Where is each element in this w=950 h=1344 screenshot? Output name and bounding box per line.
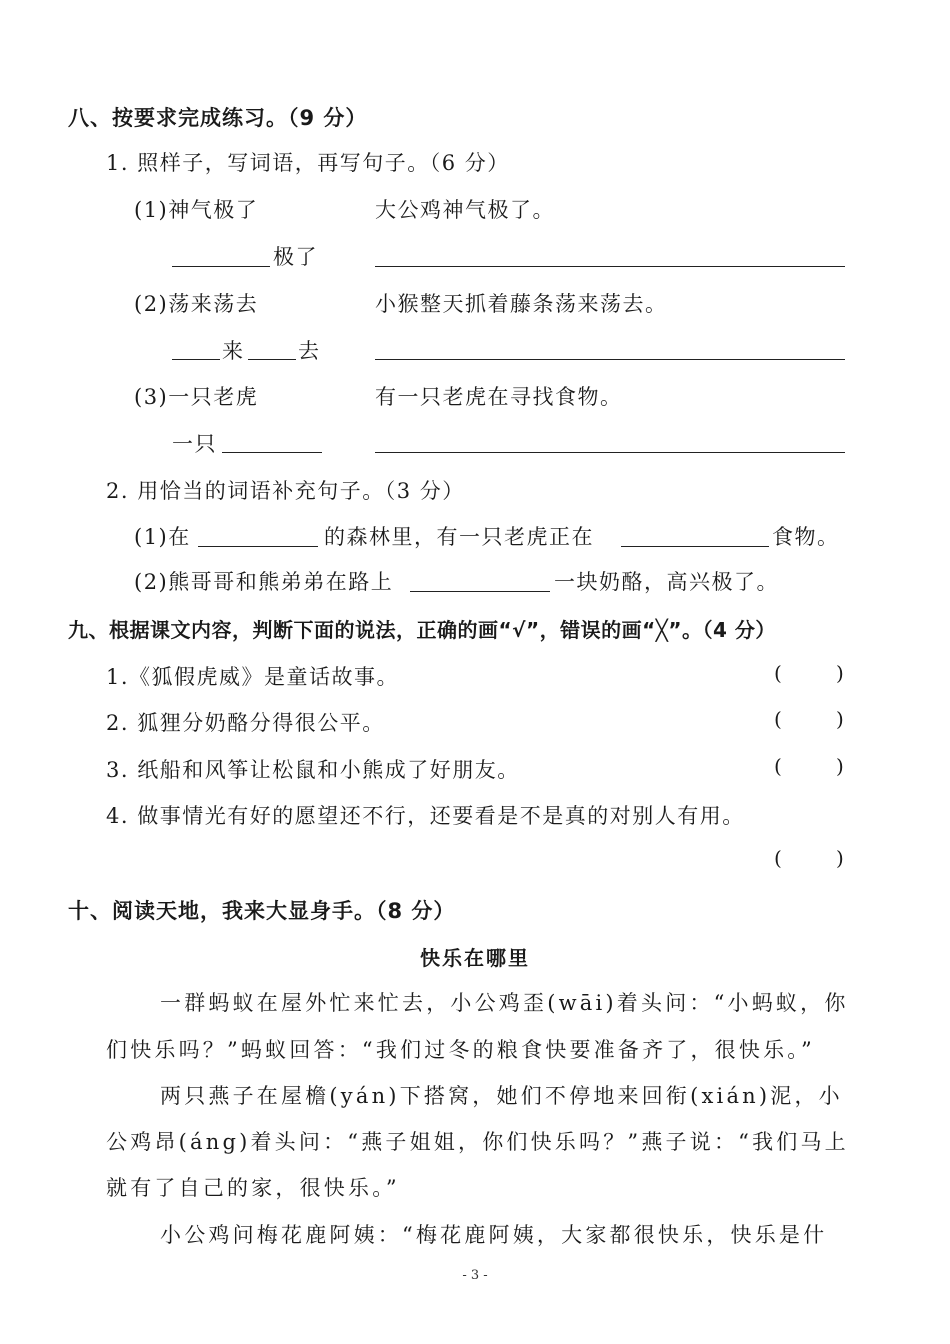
q2-s1-blank2[interactable]: [621, 546, 769, 547]
q1-item2-blank-b[interactable]: [248, 359, 296, 360]
q1-item3-example: 有一只老虎在寻找食物。: [375, 385, 623, 409]
judge-paren-4-right[interactable]: ): [836, 846, 844, 870]
q2-s2-b: 一块奶酪，高兴极了。: [554, 570, 779, 594]
judge-item-4: 4. 做事情光有好的愿望还不行，还要看是不是真的对别人有用。: [106, 804, 745, 828]
q1-item2-mid: 来: [222, 339, 245, 363]
judge-item-3: 3. 纸船和风筝让松鼠和小熊成了好朋友。: [106, 758, 520, 782]
q2-s2-blank[interactable]: [410, 591, 550, 592]
q2-s2-a: (2)熊哥哥和熊弟弟在路上: [134, 570, 394, 594]
section-9-heading: 九、根据课文内容，判断下面的说法，正确的画“√”，错误的画“╳”。（4 分）: [68, 618, 776, 642]
judge-paren-1-right[interactable]: ): [836, 661, 844, 685]
q1-item2-sentence-blank[interactable]: [375, 359, 845, 360]
q1-item2-blank-a[interactable]: [172, 359, 220, 360]
judge-paren-3-right[interactable]: ): [836, 754, 844, 778]
passage-title: 快乐在哪里: [420, 946, 530, 970]
q1-item2-label: (2)荡来荡去: [134, 292, 259, 316]
judge-paren-2-left[interactable]: (: [774, 707, 782, 731]
q1-item3-sentence-blank[interactable]: [375, 452, 845, 453]
q1-item1-word-blank[interactable]: [172, 266, 270, 267]
section-10-heading: 十、阅读天地，我来大显身手。（8 分）: [68, 899, 456, 923]
q1-item1-sentence-blank[interactable]: [375, 266, 845, 267]
q2-s1-a: (1)在: [134, 525, 191, 549]
passage-line-3: 两只燕子在屋檐(yán)下搭窝，她们不停地来回衔(xián)泥，小: [160, 1084, 843, 1108]
q1-item2-end: 去: [298, 339, 321, 363]
passage-line-5: 就有了自己的家，很快乐。”: [106, 1176, 400, 1200]
judge-item-1: 1.《狐假虎威》是童话故事。: [106, 665, 400, 689]
q2-s1-blank1[interactable]: [198, 546, 318, 547]
q1-item2-example: 小猴整天抓着藤条荡来荡去。: [375, 292, 668, 316]
judge-paren-3-left[interactable]: (: [774, 754, 782, 778]
q1-item3-word-blank[interactable]: [222, 452, 322, 453]
passage-line-2: 们快乐吗？”蚂蚁回答：“我们过冬的粮食快要准备齐了，很快乐。”: [106, 1038, 815, 1062]
q1-item3-prefix: 一只: [172, 432, 217, 456]
q1-item3-label: (3)一只老虎: [134, 385, 259, 409]
page-number: - 3 -: [462, 1268, 488, 1283]
q2-title: 2. 用恰当的词语补充句子。（3 分）: [106, 479, 465, 503]
q2-s1-c: 食物。: [772, 525, 840, 549]
q1-item1-label: (1)神气极了: [134, 198, 259, 222]
passage-line-1: 一群蚂蚁在屋外忙来忙去，小公鸡歪(wāi)着头问：“小蚂蚁，你: [160, 991, 849, 1015]
judge-paren-1-left[interactable]: (: [774, 661, 782, 685]
section-8-heading: 八、按要求完成练习。（9 分）: [68, 106, 368, 130]
judge-paren-2-right[interactable]: ): [836, 707, 844, 731]
q2-s1-b: 的森林里，有一只老虎正在: [324, 525, 594, 549]
q1-title: 1. 照样子，写词语，再写句子。（6 分）: [106, 151, 510, 175]
judge-item-2: 2. 狐狸分奶酪分得很公平。: [106, 711, 385, 735]
passage-line-4: 公鸡昂(áng)着头问：“燕子姐姐，你们快乐吗？”燕子说：“我们马上: [106, 1130, 849, 1154]
q1-item1-suffix: 极了: [273, 245, 318, 269]
passage-line-6: 小公鸡问梅花鹿阿姨：“梅花鹿阿姨，大家都很快乐，快乐是什: [160, 1223, 828, 1247]
judge-paren-4-left[interactable]: (: [774, 846, 782, 870]
q1-item1-example: 大公鸡神气极了。: [375, 198, 555, 222]
